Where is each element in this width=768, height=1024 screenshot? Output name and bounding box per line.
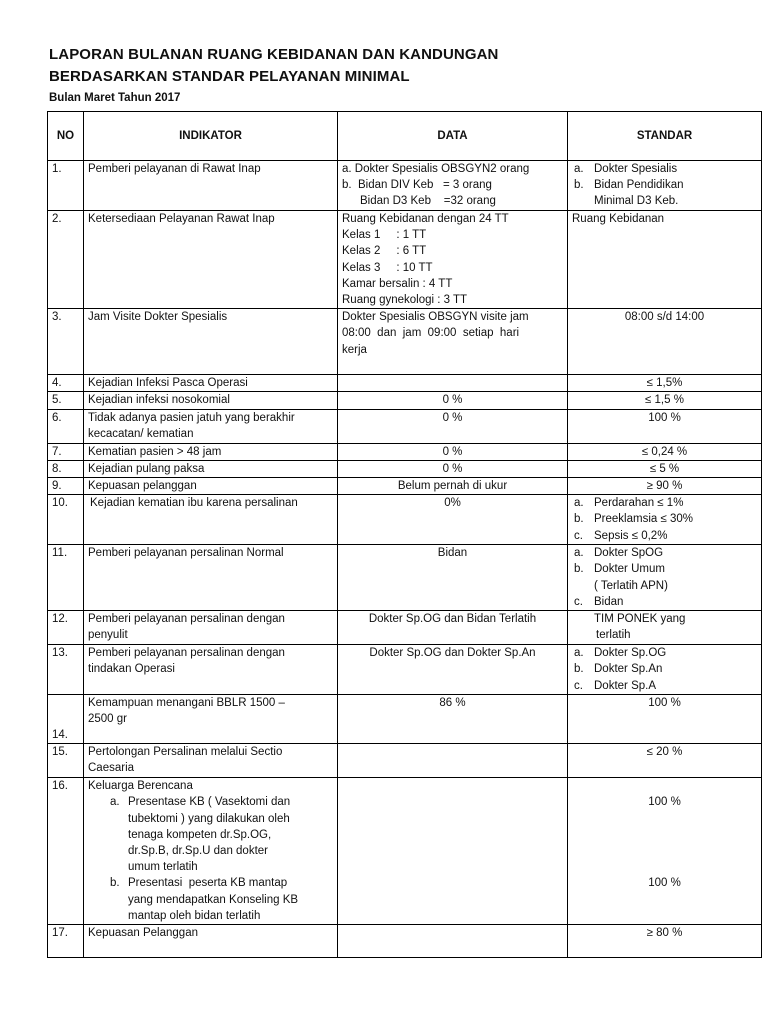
standar-item: Dokter Spesialis	[594, 163, 678, 175]
row-number: 12.	[48, 611, 84, 645]
row-standar: ≤ 20 %	[568, 744, 762, 778]
data-line: 08:00 dan jam 09:00 setiap hari	[342, 327, 520, 340]
table-row	[48, 211, 762, 309]
indikator-line: Presentase KB ( Vasektomi dan	[128, 796, 291, 809]
indikator-line: dr.Sp.B, dr.Sp.U dan dokter	[128, 845, 268, 858]
list-marker: b.	[574, 563, 584, 576]
row-data: 86 %	[338, 695, 568, 744]
list-marker: b.	[574, 179, 584, 192]
list-marker: c.	[574, 679, 583, 692]
data-line: Kelas 2 : 6 TT	[342, 245, 427, 258]
row-data: 0 %	[338, 392, 568, 409]
indikator-line: umum terlatih	[128, 861, 198, 874]
row-data	[338, 925, 568, 958]
row-standar	[568, 611, 762, 645]
row-indikator: Ketersediaan Pelayanan Rawat Inap	[84, 211, 338, 309]
indikator-line: kecacatan/ kematian	[88, 427, 194, 440]
row-standar: ≤ 1,5 %	[568, 392, 762, 409]
table-row	[48, 611, 762, 645]
standar-item: Dokter Sp.An	[594, 663, 663, 676]
row-standar: 100 %	[568, 409, 762, 443]
table-row	[48, 478, 762, 495]
row-number: 6.	[48, 409, 84, 443]
standar-item: Perdarahan ≤ 1%	[594, 497, 684, 510]
indikator-line: Pemberi pelayanan persalinan dengan	[88, 647, 285, 660]
row-indikator: Kepuasan Pelanggan	[84, 925, 338, 958]
row-standar: Ruang Kebidanan	[568, 211, 762, 309]
row-standar: ≤ 0,24 %	[568, 443, 762, 460]
standar-line: terlatih	[596, 629, 631, 642]
standar-item: Bidan Pendidikan	[594, 179, 684, 192]
row-indikator: Kejadian kematian ibu karena persalinan	[84, 495, 338, 545]
list-marker: a.	[574, 497, 584, 510]
kb-item-a	[88, 794, 333, 875]
table-row	[48, 778, 762, 925]
indikator-line: Keluarga Berencana	[88, 780, 193, 793]
report-period: Bulan Maret Tahun 2017	[49, 92, 181, 104]
row-indikator: Jam Visite Dokter Spesialis	[84, 309, 338, 375]
indikator-line: yang mendapatkan Konseling KB	[128, 893, 299, 906]
report-title-line-1: LAPORAN BULANAN RUANG KEBIDANAN DAN KANDUNGAN	[49, 46, 499, 63]
indikator-line: Tidak adanya pasien jatuh yang berakhir	[88, 411, 295, 424]
row-indikator: Kematian pasien > 48 jam	[84, 443, 338, 460]
row-data: 0 %	[338, 460, 568, 477]
col-header-standar: STANDAR	[568, 112, 762, 161]
indikator-line: penyulit	[88, 629, 128, 642]
row-standar	[568, 645, 762, 695]
standar-item: Dokter SpOG	[594, 547, 664, 560]
row-number: 2.	[48, 211, 84, 309]
indikator-line: Caesaria	[88, 762, 135, 775]
row-number: 1.	[48, 161, 84, 211]
row-standar: ≥ 80 %	[568, 925, 762, 958]
row-data	[338, 309, 568, 375]
table-row	[48, 460, 762, 477]
row-number	[48, 695, 84, 744]
data-line: Ruang gynekologi : 3 TT	[342, 294, 468, 307]
row-indikator	[84, 645, 338, 695]
table-row	[48, 925, 762, 958]
row-standar	[568, 495, 762, 545]
list-marker: b.	[574, 513, 584, 526]
standar-item: Preeklamsia ≤ 30%	[594, 513, 693, 526]
data-line: Kelas 1 : 1 TT	[342, 229, 427, 242]
row-indikator: Pemberi pelayanan di Rawat Inap	[84, 161, 338, 211]
spm-report-table	[47, 111, 762, 958]
row-data	[338, 211, 568, 309]
list-marker: a.	[574, 163, 584, 175]
row-standar: ≥ 90 %	[568, 478, 762, 495]
row-standar	[568, 161, 762, 211]
list-marker: a.	[574, 547, 584, 560]
table-row	[48, 495, 762, 545]
row-data: Dokter Sp.OG dan Bidan Terlatih	[338, 611, 568, 645]
row-data	[338, 375, 568, 392]
standar-item: Sepsis ≤ 0,2%	[594, 529, 668, 542]
row-indikator	[84, 744, 338, 778]
data-line: Bidan D3 Keb =32 orang	[360, 195, 496, 208]
row-number: 11.	[48, 545, 84, 611]
row-standar: 100 %	[568, 695, 762, 744]
col-header-data: DATA	[338, 112, 568, 161]
table-row	[48, 409, 762, 443]
table-row	[48, 744, 762, 778]
table-row	[48, 443, 762, 460]
row-number: 4.	[48, 375, 84, 392]
row-indikator	[84, 778, 338, 925]
indikator-line: mantap oleh bidan terlatih	[128, 909, 261, 922]
indikator-line: tenaga kompeten dr.Sp.OG,	[128, 828, 272, 841]
standar-item: Dokter Umum	[594, 563, 665, 576]
standar-line: TIM PONEK yang	[594, 613, 686, 626]
row-data: 0%	[338, 495, 568, 545]
standar-item: Bidan	[594, 595, 624, 608]
indikator-line: Pemberi pelayanan persalinan dengan	[88, 613, 285, 626]
data-line: kerja	[342, 343, 367, 356]
table-header-row	[48, 112, 762, 161]
list-marker: c.	[574, 595, 583, 608]
list-marker: b.	[110, 877, 120, 890]
standar-item: Minimal D3 Keb.	[594, 195, 679, 208]
data-line: a. Dokter Spesialis OBSGYN2 orang	[342, 163, 530, 175]
list-marker: c.	[574, 529, 583, 542]
row-standar: ≤ 1,5%	[568, 375, 762, 392]
table-row	[48, 695, 762, 744]
row-data	[338, 161, 568, 211]
row-indikator	[84, 409, 338, 443]
indikator-line: tindakan Operasi	[88, 663, 175, 676]
standar-item: Dokter Sp.OG	[594, 647, 667, 660]
table-row	[48, 161, 762, 211]
row-data	[338, 744, 568, 778]
row-number: 13.	[48, 645, 84, 695]
report-title-line-2: BERDASARKAN STANDAR PELAYANAN MINIMAL	[49, 68, 410, 85]
row-data: Dokter Sp.OG dan Dokter Sp.An	[338, 645, 568, 695]
indikator-line: tubektomi ) yang dilakukan oleh	[128, 812, 290, 825]
standar-value-b: 100 %	[648, 877, 681, 890]
list-marker: a.	[110, 796, 120, 809]
row-standar	[568, 778, 762, 925]
table-row	[48, 645, 762, 695]
row-data	[338, 778, 568, 925]
data-line: b. Bidan DIV Keb = 3 orang	[342, 179, 492, 192]
data-line: Kamar bersalin : 4 TT	[342, 277, 453, 290]
row-indikator: Pemberi pelayanan persalinan Normal	[84, 545, 338, 611]
standar-item: Dokter Sp.A	[594, 679, 656, 692]
table-row	[48, 545, 762, 611]
table-row	[48, 375, 762, 392]
col-header-no: NO	[48, 112, 84, 161]
row-data: 0 %	[338, 409, 568, 443]
row-indikator: Kepuasan pelanggan	[84, 478, 338, 495]
row-indikator	[84, 695, 338, 744]
indikator-line: Presentasi peserta KB mantap	[128, 877, 288, 890]
row-number: 9.	[48, 478, 84, 495]
data-line: Kelas 3 : 10 TT	[342, 261, 433, 274]
row-data: Bidan	[338, 545, 568, 611]
standar-item: ( Terlatih APN)	[594, 579, 668, 592]
data-line: Ruang Kebidanan dengan 24 TT	[342, 213, 509, 225]
row-number: 16.	[48, 778, 84, 925]
row-indikator: Kejadian pulang paksa	[84, 460, 338, 477]
row-standar: ≤ 5 %	[568, 460, 762, 477]
row-standar: 08:00 s/d 14:00	[568, 309, 762, 375]
row-number: 17.	[48, 925, 84, 958]
row-indikator: Kejadian infeksi nosokomial	[84, 392, 338, 409]
indikator-line: Pertolongan Persalinan melalui Sectio	[88, 746, 283, 759]
indikator-line: 2500 gr	[88, 713, 128, 726]
list-marker: b.	[574, 663, 584, 676]
row-number: 10.	[48, 495, 84, 545]
list-marker: a.	[574, 647, 584, 660]
row-number: 7.	[48, 443, 84, 460]
row-number-text: 14.	[52, 729, 68, 742]
row-indikator	[84, 611, 338, 645]
data-line: Dokter Spesialis OBSGYN visite jam	[342, 311, 529, 324]
col-header-indikator: INDIKATOR	[84, 112, 338, 161]
row-data: Belum pernah di ukur	[338, 478, 568, 495]
row-indikator: Kejadian Infeksi Pasca Operasi	[84, 375, 338, 392]
table-row	[48, 309, 762, 375]
row-data: 0 %	[338, 443, 568, 460]
row-number: 15.	[48, 744, 84, 778]
row-standar	[568, 545, 762, 611]
standar-value-a: 100 %	[648, 796, 681, 809]
table-row	[48, 392, 762, 409]
row-number: 3.	[48, 309, 84, 375]
row-number: 5.	[48, 392, 84, 409]
kb-item-b	[88, 875, 333, 924]
row-number: 8.	[48, 460, 84, 477]
indikator-line: Kemampuan menangani BBLR 1500 –	[88, 697, 285, 710]
